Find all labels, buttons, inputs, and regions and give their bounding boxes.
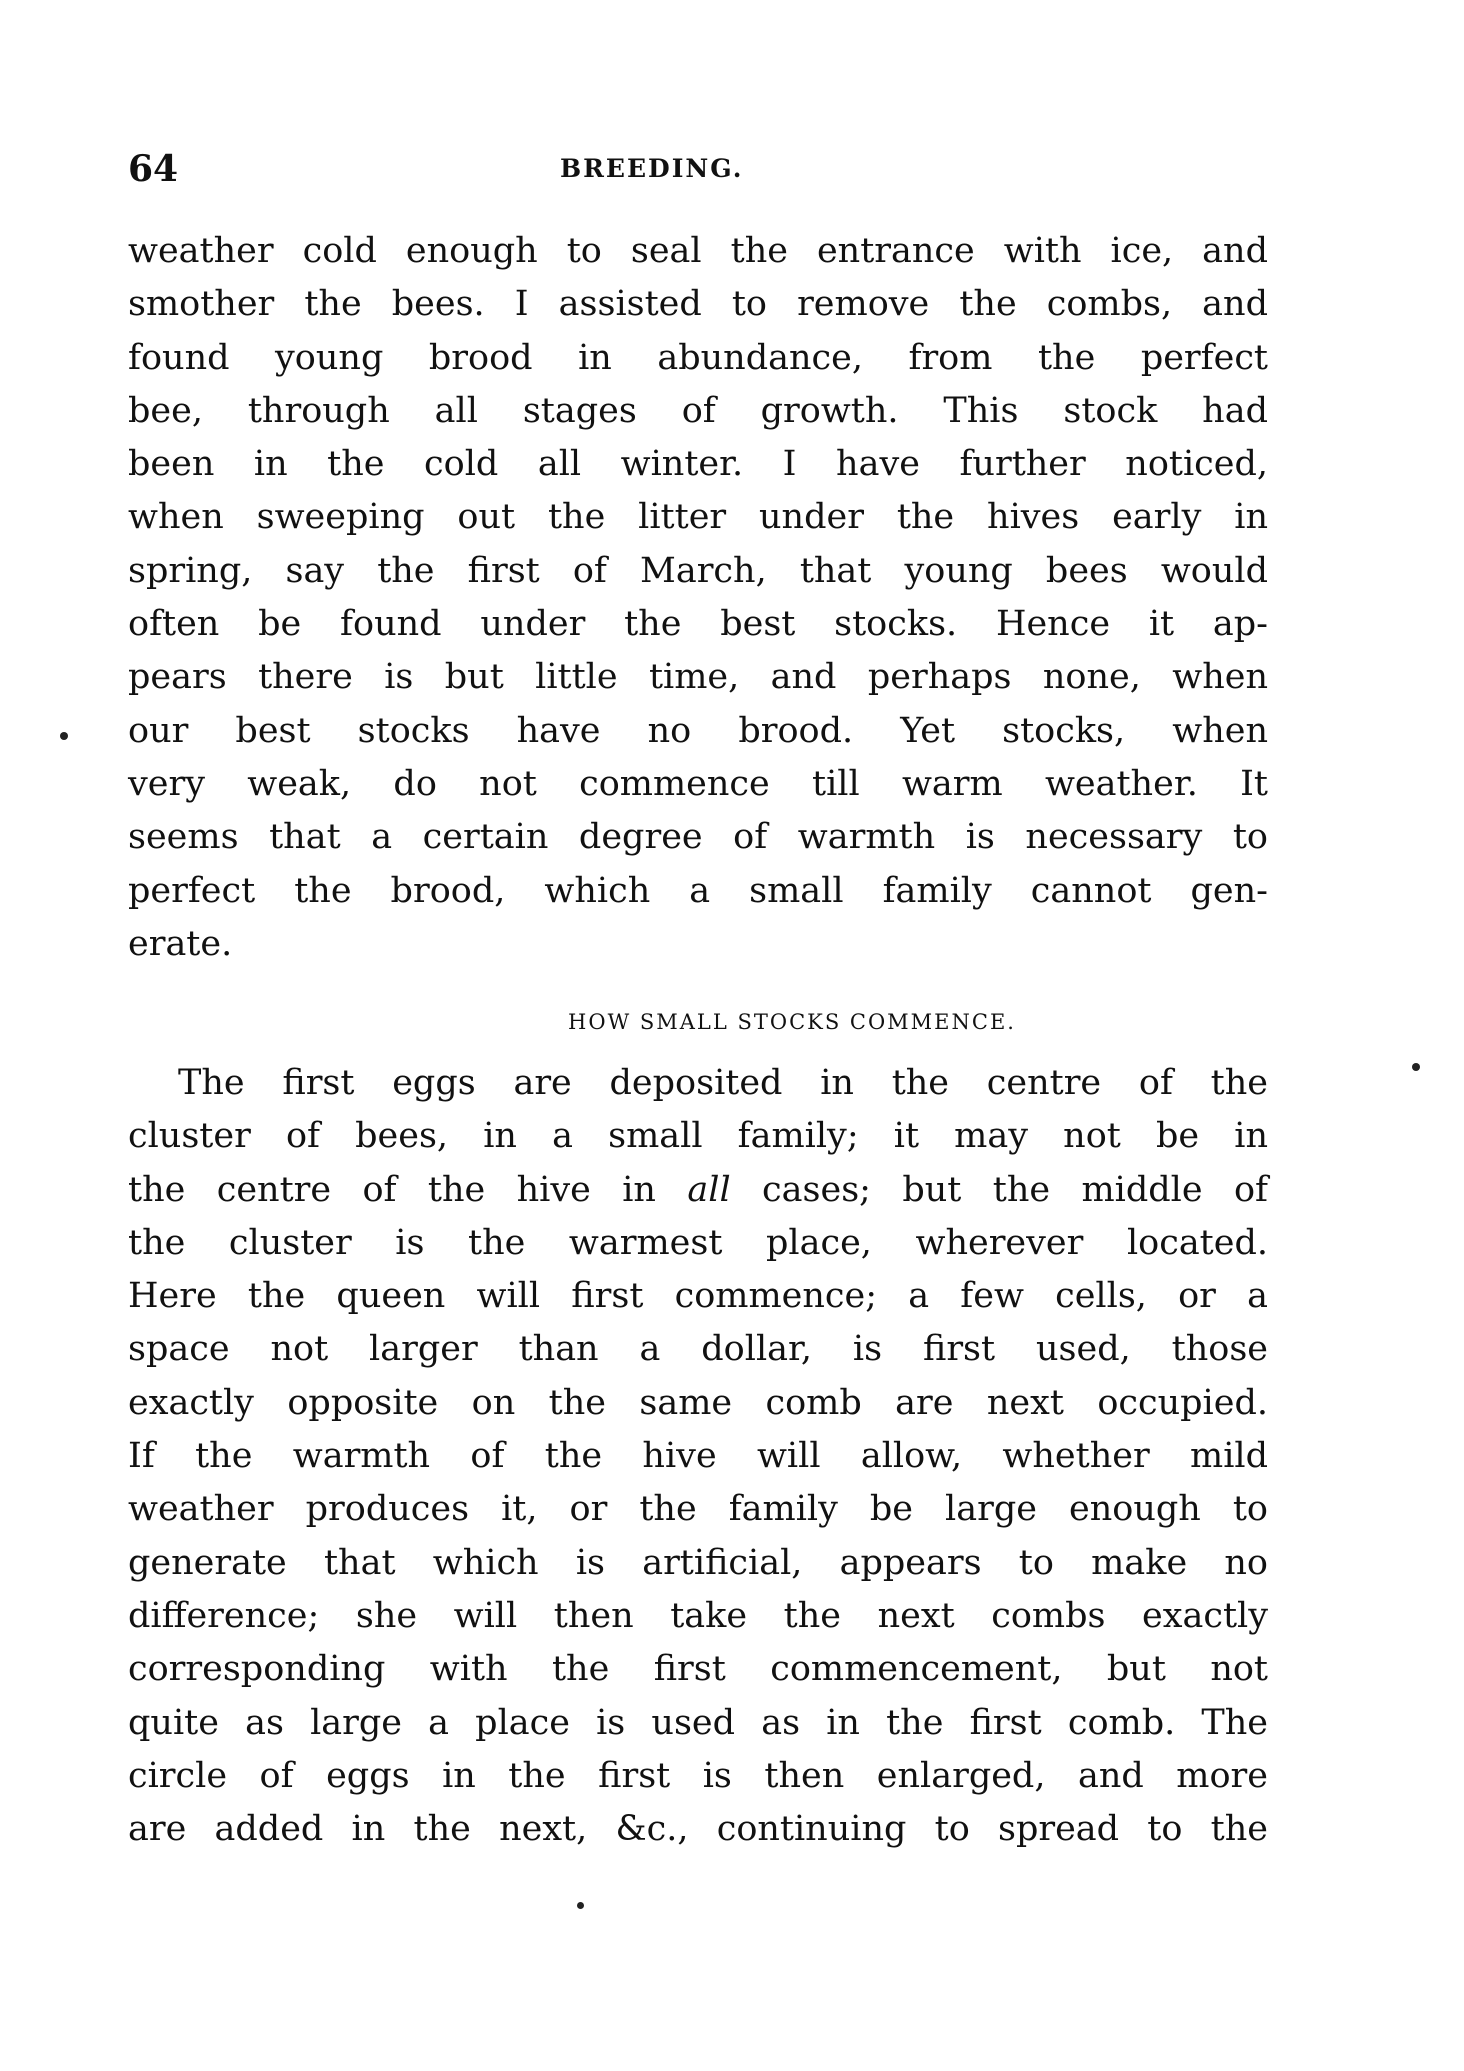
text-line: bee, through all stages of growth. This stock had <box>128 390 1268 431</box>
text-line: when sweeping out the litter under the hives early in <box>128 497 1268 538</box>
running-head: BREEDING. <box>560 154 744 183</box>
text-line: found young brood in abundance, from the perfect <box>128 337 1268 378</box>
text-line: erate. <box>128 923 233 964</box>
italic-word: all <box>687 1169 731 1210</box>
section-subheading: HOW SMALL STOCKS COMMENCE. <box>568 1010 1016 1034</box>
text-line: difference; she will then take the next combs exactly <box>128 1595 1268 1636</box>
text-line <box>128 1164 1268 1217</box>
text-line: generate that which is artificial, appears to make no <box>128 1542 1268 1583</box>
text-span: cases; but the middle of <box>730 1169 1268 1210</box>
paragraph-1 <box>128 225 1268 971</box>
text-line: quite as large a place is used as in the first comb. The <box>128 1702 1268 1743</box>
text-line: pears there is but little time, and perhaps none, when <box>128 657 1268 698</box>
text-line: been in the cold all winter. I have further noticed, <box>128 444 1268 485</box>
text-line: very weak, do not commence till warm weather. It <box>128 763 1268 804</box>
text-line: The first eggs are deposited in the centre of the <box>178 1063 1268 1103</box>
text-line: circle of eggs in the first is then enlarged, and more <box>128 1755 1268 1796</box>
text-line: If the warmth of the hive will allow, whether mild <box>128 1436 1268 1477</box>
print-speck <box>577 1902 584 1909</box>
text-line: Here the queen will first commence; a few cells, or a <box>128 1276 1268 1317</box>
text-line: cluster of bees, in a small family; it may not be in <box>128 1116 1268 1157</box>
text-line: our best stocks have no brood. Yet stocks, when <box>128 710 1268 751</box>
text-line: space not larger than a dollar, is first used, those <box>128 1329 1268 1370</box>
text-line: weather cold enough to seal the entrance with ice, and <box>128 231 1268 271</box>
text-line: the cluster is the warmest place, wherever located. <box>128 1222 1268 1263</box>
text-line: corresponding with the first commencement, but not <box>128 1649 1268 1690</box>
text-line: weather produces it, or the family be large enough to <box>128 1489 1268 1530</box>
text-line: spring, say the first of March, that young bees would <box>128 550 1268 591</box>
text-line: perfect the brood, which a small family cannot gen- <box>128 870 1268 911</box>
text-span: the centre of the hive in <box>128 1169 688 1210</box>
text-line: seems that a certain degree of warmth is necessary to <box>128 817 1268 858</box>
print-speck <box>1412 1063 1420 1071</box>
text-line: exactly opposite on the same comb are next occupied. <box>128 1382 1268 1423</box>
page-number: 64 <box>128 148 179 190</box>
print-speck <box>60 732 68 740</box>
text-line: are added in the next, &c., continuing to spread to the <box>128 1809 1268 1850</box>
text-line: smother the bees. I assisted to remove the combs, and <box>128 284 1268 325</box>
text-line: often be found under the best stocks. Hence it ap- <box>128 604 1268 645</box>
paragraph-2 <box>128 1057 1268 1856</box>
